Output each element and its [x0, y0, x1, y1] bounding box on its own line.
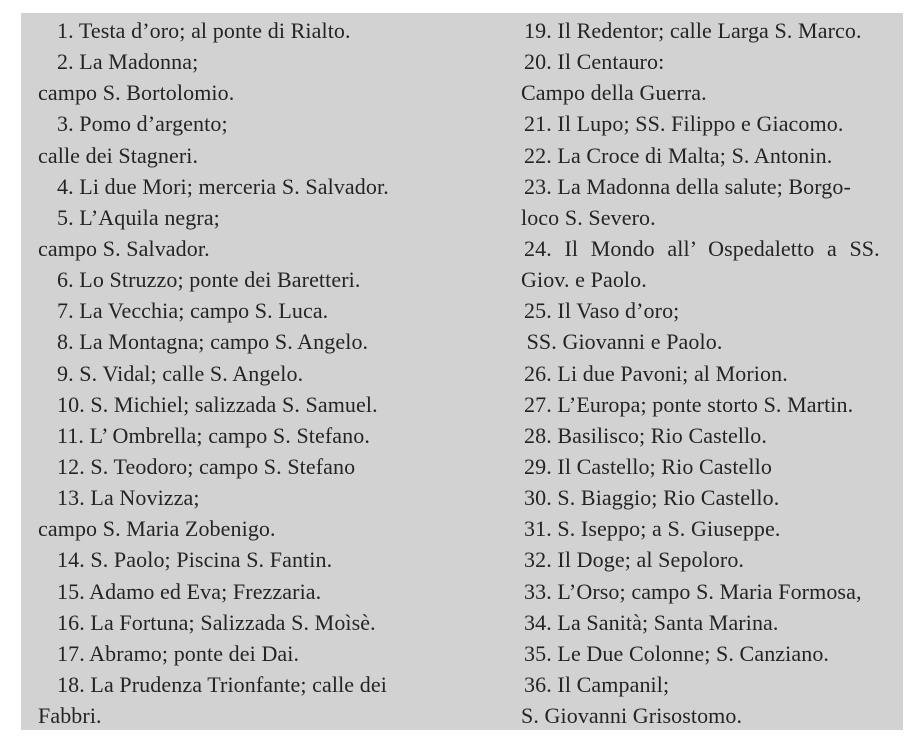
- list-line: 23. La Madonna della salute; Borgo-: [524, 173, 851, 199]
- list-line: 27. L’Europa; ponte storto S. Martin.: [524, 391, 854, 417]
- list-line: calle dei Stagneri.: [38, 142, 199, 168]
- list-line: 21. Il Lupo; SS. Filippo e Giacomo.: [524, 111, 844, 137]
- list-column-left: [38, 15, 483, 731]
- list-line: 34. La Sanità; Santa Marina.: [524, 609, 779, 635]
- list-line: campo S. Bortolomio.: [38, 80, 235, 106]
- list-line: 25. Il Vaso d’oro;: [524, 298, 680, 324]
- list-line: 16. La Fortuna; Salizzada S. Moìsè.: [57, 609, 376, 635]
- list-line: 15. Adamo ed Eva; Frezzaria.: [57, 578, 322, 604]
- list-line: 26. Li due Pavoni; al Morion.: [524, 360, 788, 386]
- list-line: 20. Il Centauro:: [524, 49, 665, 75]
- list-line: 7. La Vecchia; campo S. Luca.: [57, 298, 329, 324]
- list-line: 33. L’Orso; campo S. Maria Formosa,: [524, 578, 862, 604]
- list-line: Campo della Guerra.: [521, 80, 707, 106]
- list-line: 18. La Prudenza Trionfante; calle dei: [57, 671, 387, 697]
- list-line: 14. S. Paolo; Piscina S. Fantin.: [57, 547, 333, 573]
- list-line: 9. S. Vidal; calle S. Angelo.: [57, 360, 304, 386]
- list-line: 12. S. Teodoro; campo S. Stefano: [57, 453, 356, 479]
- list-line: Fabbri.: [38, 703, 102, 729]
- list-line: 29. Il Castello; Rio Castello: [524, 453, 772, 479]
- list-line: 22. La Croce di Malta; S. Antonin.: [524, 142, 833, 168]
- list-line: 17. Abramo; ponte dei Dai.: [57, 640, 300, 666]
- list-line: campo S. Maria Zobenigo.: [38, 516, 276, 542]
- scanned-page-panel: [21, 13, 903, 730]
- list-line: SS. Giovanni e Paolo.: [521, 329, 723, 355]
- list-line: 11. L’ Ombrella; campo S. Stefano.: [57, 422, 370, 448]
- list-line: 32. Il Doge; al Sepoloro.: [524, 547, 745, 573]
- list-line: 5. L’Aquila negra;: [57, 204, 220, 230]
- list-line: 13. La Novizza;: [57, 485, 200, 511]
- list-line: 4. Li due Mori; merceria S. Salvador.: [57, 173, 389, 199]
- list-line: campo S. Salvador.: [38, 235, 210, 261]
- list-line: 2. La Madonna;: [57, 49, 199, 75]
- list-line: 24. Il Mondo all’ Ospedaletto a SS.: [524, 235, 880, 261]
- list-line: 10. S. Michiel; salizzada S. Samuel.: [57, 391, 378, 417]
- list-line: 1. Testa d’oro; al ponte di Rialto.: [57, 18, 351, 43]
- list-line: loco S. Severo.: [521, 204, 656, 230]
- list-line: 30. S. Biaggio; Rio Castello.: [524, 485, 780, 511]
- list-line: S. Giovanni Grisostomo.: [521, 703, 743, 729]
- list-line: 19. Il Redentor; calle Larga S. Marco.: [524, 18, 862, 43]
- list-line: 31. S. Iseppo; a S. Giuseppe.: [524, 516, 781, 542]
- list-line: 3. Pomo d’argento;: [57, 111, 228, 137]
- list-line: 35. Le Due Colonne; S. Canziano.: [524, 640, 830, 666]
- list-line: Giov. e Paolo.: [521, 267, 647, 293]
- list-line: 28. Basilisco; Rio Castello.: [524, 422, 767, 448]
- list-line: 8. La Montagna; campo S. Angelo.: [57, 329, 369, 355]
- list-column-right: [521, 15, 903, 731]
- list-line: 36. Il Campanil;: [524, 671, 670, 697]
- list-line: 6. Lo Struzzo; ponte dei Baretteri.: [57, 267, 361, 293]
